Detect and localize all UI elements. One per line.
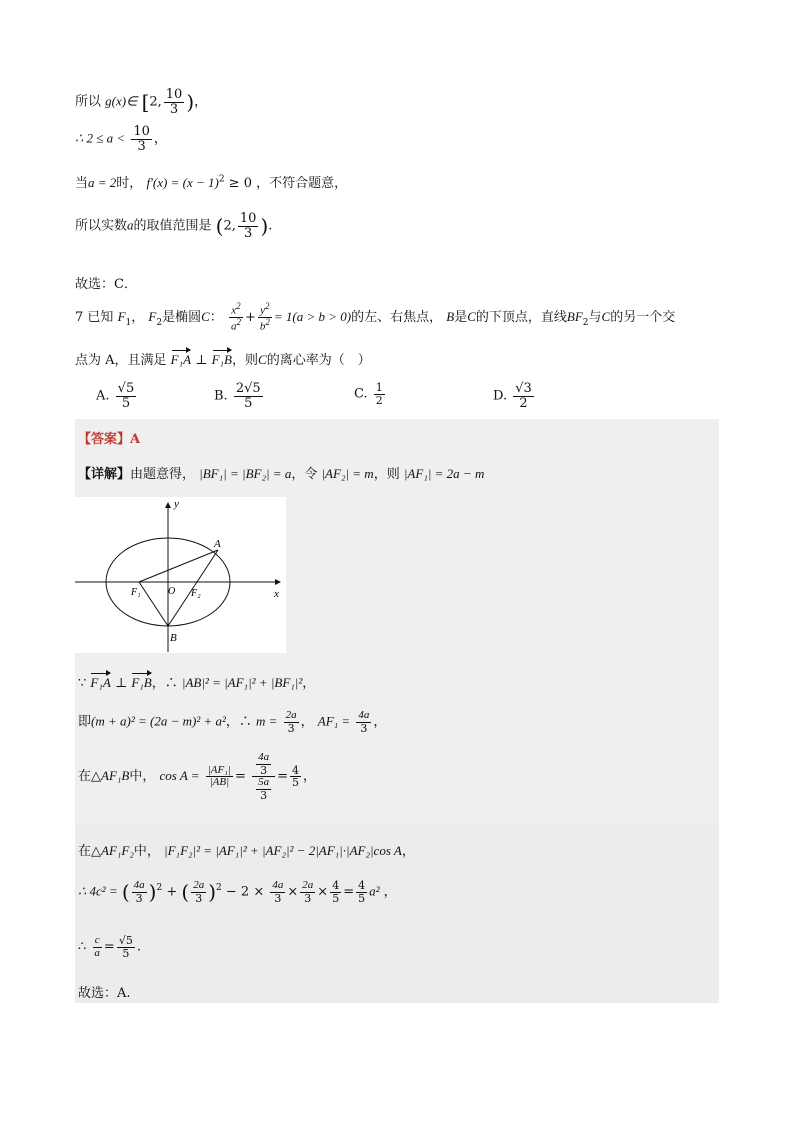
option-label: C. — [354, 386, 368, 402]
den: 5 — [122, 946, 130, 960]
den: 3 — [304, 891, 312, 905]
text: ， — [401, 844, 415, 859]
den: $b^2$ — [259, 317, 270, 333]
text: 点为 A，且满足 — [75, 353, 167, 368]
fraction — [356, 710, 371, 734]
text: ， — [373, 714, 387, 730]
text: 当 — [75, 176, 89, 191]
fraction — [290, 765, 301, 789]
num: 4a — [272, 879, 284, 891]
fraction — [191, 880, 206, 904]
vector-f1a: F₁A — [170, 352, 192, 367]
prev-line-1: 所以 g(x)∈ [2, $\frac{10}{3}$ )， — [75, 87, 208, 117]
paren: ) — [260, 214, 269, 239]
den: 5 — [121, 395, 131, 411]
math: B — [446, 309, 455, 325]
den: 3 — [260, 763, 268, 777]
den: 3 — [287, 721, 295, 735]
sup: 2 — [218, 174, 225, 185]
math: BF — [566, 309, 583, 325]
var: x — [231, 304, 237, 317]
text: 所以实数 — [75, 218, 128, 234]
math: a — [127, 217, 134, 233]
math: |F₁F₂|² = |AF₁|² + |AF₂|² − 2|AF₁|·|AF₂|cos A — [164, 843, 402, 858]
math: |BF₁| = |BF₂| = a — [199, 466, 292, 481]
fraction — [229, 302, 243, 333]
math: cos A = — [159, 768, 200, 784]
solution-line-5: ∴ 4c² = ( $\frac{4a}{3}$ )$^2$ + ( $\frac{2a}{3}$ )$^2$ − 2 × $\frac{4a}{3}$ × $\frac{2a}{3}$ × $\frac{4}{5}$ = $\frac{4}{5}$ a² ， — [78, 879, 397, 905]
text: 由题意得， — [130, 467, 196, 482]
fraction — [374, 382, 385, 406]
den: a — [94, 946, 100, 959]
text: 时， — [116, 176, 143, 191]
fraction — [164, 88, 185, 116]
fraction — [256, 752, 271, 776]
den: 3 — [274, 891, 282, 905]
num: 10 — [165, 87, 183, 102]
fraction — [270, 880, 285, 904]
den: 5 — [244, 395, 253, 411]
solution-line-1 — [78, 672, 315, 691]
num: 4 — [332, 879, 340, 892]
solution-line-4 — [78, 840, 415, 859]
text: 的左、右焦点， — [351, 310, 443, 326]
math: a = 2 — [88, 175, 117, 190]
den: 5 — [291, 776, 299, 790]
ellipse-diagram — [75, 497, 286, 653]
math: AF₁ = — [317, 713, 351, 729]
num: $x^2$ — [231, 301, 241, 317]
fraction — [234, 382, 263, 410]
math: C — [201, 309, 210, 325]
prev-line-4: 所以实数a的取值范围是 (2, $\frac{10}{3}$ ). — [75, 211, 273, 241]
fraction — [206, 765, 233, 789]
sub: 2 — [156, 317, 163, 328]
fraction — [330, 880, 341, 904]
num: √5 — [117, 381, 135, 396]
var: y — [260, 304, 266, 317]
den: $a^2$ — [230, 317, 241, 333]
text: ∴ — [78, 939, 87, 955]
num: 10 — [239, 211, 257, 226]
text: 与 — [588, 310, 602, 326]
math: F — [117, 309, 126, 325]
label-y: y — [174, 498, 179, 510]
text: 即 — [78, 714, 92, 730]
math: = 1(a > b > 0) — [273, 309, 352, 325]
paren: ) — [208, 880, 217, 905]
num: |AF₁| — [207, 763, 232, 776]
text: ，∴ — [225, 714, 252, 730]
den: 3 — [195, 891, 203, 905]
num: 4 — [358, 879, 366, 892]
answer-tag: 【答案】A — [78, 432, 141, 447]
num — [252, 752, 275, 777]
paren: ) — [186, 90, 195, 115]
text: 所以 — [75, 94, 102, 110]
text: 的另一个交 — [610, 310, 676, 326]
math: |AF₂| = m — [321, 466, 374, 481]
text: ∵ — [78, 676, 87, 691]
den: 2 — [375, 393, 383, 407]
fraction — [300, 880, 315, 904]
den: 3 — [244, 225, 253, 241]
den: 5 — [358, 891, 366, 905]
text: 的取值范围是 — [133, 218, 212, 234]
text: . — [136, 939, 141, 955]
text: ： — [209, 310, 223, 326]
bracket: [ — [141, 90, 150, 115]
text: 的离心率为（ ） — [266, 353, 371, 368]
fraction — [238, 212, 259, 240]
option-c[interactable] — [354, 382, 387, 406]
prev-line-3 — [75, 172, 347, 191]
detail-line — [78, 463, 484, 482]
text: ≥ 0 ，不符合题意， — [224, 176, 348, 191]
num: 4a — [133, 879, 145, 891]
math: |AB|² = |AF₁|² + |BF₁|² — [181, 675, 303, 690]
text: 在△ — [78, 769, 101, 785]
fraction — [131, 125, 152, 153]
fraction — [132, 880, 147, 904]
text: 是椭圆 — [162, 310, 202, 326]
solution-line-6 — [78, 935, 141, 959]
num: 2a — [193, 879, 205, 891]
fraction — [284, 710, 299, 734]
option-label: B. — [214, 388, 228, 404]
question-line-1: 7 已知 $F_1$， $F_2$是椭圆C： $\frac{x^2}{a^2}$ + $\frac{y^2}{b^2}$ = 1(a > b > 0)的左、右焦点， B是C的下顶点，直线$BF_2$与C的另一个交 — [75, 301, 676, 333]
text: − 2 × — [225, 884, 265, 900]
num: 2√5 — [235, 381, 261, 396]
text: = — [343, 884, 355, 900]
math: F — [148, 309, 157, 325]
option-b[interactable] — [214, 382, 265, 410]
math: |AF₁| = 2a − m — [403, 466, 485, 481]
text: × — [287, 884, 299, 900]
num: √5 — [118, 934, 133, 947]
label-o: O — [168, 586, 176, 597]
text: 中， — [133, 844, 160, 859]
text: 2, — [223, 218, 236, 234]
math: AF₁F₂ — [101, 843, 134, 858]
fraction — [117, 935, 135, 959]
perp-symbol: ⊥ — [195, 353, 208, 368]
text: ， — [300, 714, 314, 730]
label-f2: F₂ — [191, 588, 201, 599]
math: C — [258, 352, 267, 367]
detail-tag: 【详解】 — [78, 467, 131, 482]
text: 在△ — [78, 844, 101, 859]
question-number: 7 — [75, 310, 84, 326]
num: c — [94, 934, 100, 946]
text: ，∴ — [151, 676, 178, 691]
paren: ( — [121, 880, 130, 905]
den: |AB| — [209, 776, 230, 789]
question-line-2 — [75, 349, 371, 368]
math: C — [601, 309, 611, 325]
text: + — [166, 884, 178, 900]
option-a[interactable] — [96, 382, 138, 410]
vector-f1a: F₁A — [90, 675, 111, 690]
num: $y^2$ — [260, 301, 270, 317]
solution-line-3 — [78, 752, 316, 801]
math: ∴ 2 ≤ a < — [75, 130, 126, 146]
option-label: A. — [96, 388, 110, 404]
option-d[interactable] — [493, 382, 536, 410]
fraction — [92, 935, 102, 959]
fraction — [256, 777, 271, 801]
text: 中， — [129, 769, 156, 785]
text: ， — [302, 769, 316, 785]
text: ，则 — [232, 353, 259, 368]
math: (m + a)² = (2a − m)² + a² — [91, 713, 226, 729]
math: g(x)∈ — [105, 93, 138, 109]
den — [252, 777, 275, 801]
den: 3 — [260, 788, 268, 802]
num: √3 — [515, 381, 532, 396]
label-a: A — [214, 538, 221, 550]
option-label: D. — [493, 388, 508, 404]
fraction — [116, 382, 137, 410]
den: 3 — [360, 721, 368, 735]
text: 已知 — [87, 310, 114, 326]
paren: ( — [181, 880, 190, 905]
math: C — [467, 309, 476, 325]
num: 4a — [358, 709, 370, 721]
num: 1 — [375, 381, 383, 394]
text: 的下顶点，直线 — [475, 310, 567, 326]
text: = — [235, 769, 246, 785]
num: 4a — [258, 751, 270, 763]
solution-choice: 故选：A. — [78, 986, 131, 1001]
text: ， — [302, 676, 316, 691]
num: 5a — [258, 776, 270, 789]
den: 3 — [169, 101, 179, 117]
prev-line-2: ∴ 2 ≤ a < $\frac{10}{3}$ ， — [75, 124, 167, 154]
den: 3 — [137, 138, 146, 154]
num: 10 — [133, 124, 150, 139]
fraction — [356, 880, 367, 904]
text: ，令 — [291, 467, 318, 482]
segment-f1a — [139, 550, 218, 582]
den: 5 — [332, 891, 340, 905]
text: = — [103, 939, 115, 955]
num: 4 — [291, 763, 299, 777]
label-x: x — [274, 588, 279, 600]
segment-f1b — [139, 582, 168, 626]
math: m = — [256, 713, 278, 729]
text: × — [317, 884, 329, 900]
num: 2a — [302, 879, 314, 891]
vector-f1b: F₁B — [211, 352, 232, 367]
text: = — [277, 769, 288, 785]
label-f1: F₁ — [131, 587, 141, 598]
math: a² — [369, 883, 380, 899]
compound-fraction — [252, 752, 275, 801]
text: 是 — [454, 310, 468, 326]
num: 2a — [285, 709, 297, 721]
math: AF₁B — [101, 768, 130, 784]
sub: 1 — [125, 317, 132, 328]
den: 3 — [135, 891, 143, 905]
label-b: B — [170, 632, 177, 644]
var: a — [230, 320, 237, 333]
math: f′(x) = (x − 1) — [146, 175, 219, 190]
ellipse-figure — [75, 497, 286, 653]
math: ∴ 4c² = — [78, 883, 118, 899]
paren: ( — [215, 214, 224, 239]
paren: ) — [148, 880, 157, 905]
perp-symbol: ⊥ — [114, 676, 128, 691]
fraction — [258, 302, 272, 333]
solution-line-2 — [78, 710, 386, 734]
text: ，则 — [373, 467, 400, 482]
var: b — [259, 320, 266, 333]
vector-f1b: F₁B — [131, 675, 152, 690]
fraction — [513, 382, 534, 410]
prev-choice: 故选：C． — [75, 277, 137, 292]
text: ， — [383, 884, 397, 900]
den: 2 — [519, 395, 528, 411]
